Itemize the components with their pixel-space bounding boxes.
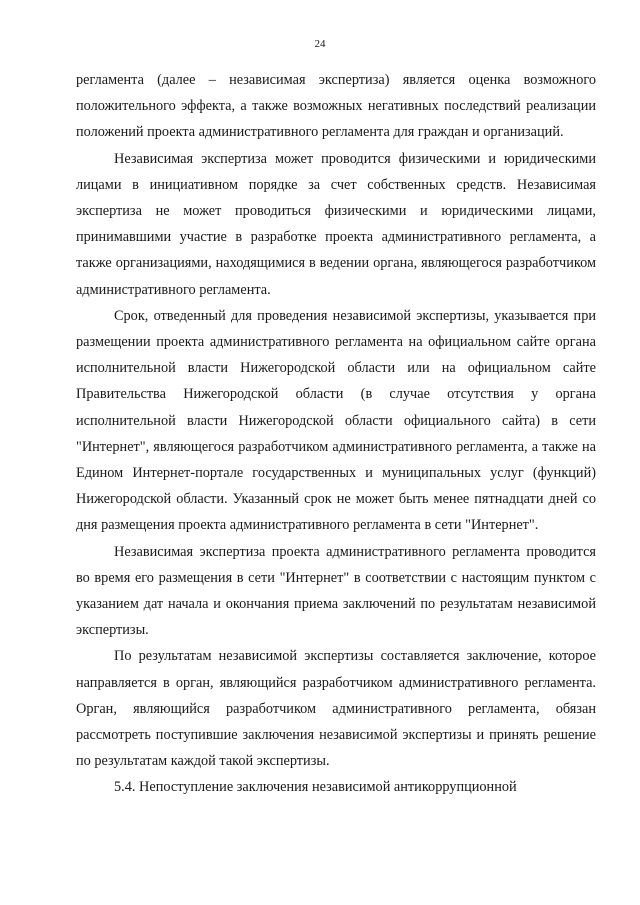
paragraph-independent-expertise: Независимая экспертиза может проводится физическими и юридическими лицами в инициативном порядке за счет собственных средств. Независимая экспертиза не может проводиться физическими и юридическими лицами, принимавшими участие в разработке проекта административного регламента, а также организациями, находящимися в ведении органа, являющегося разработчиком административного регламента. <box>76 150 596 298</box>
page-number: 24 <box>314 38 326 50</box>
paragraph-expertise-conduct: Независимая экспертиза проекта административного регламента проводится во время его размещения в сети "Интернет" в соответствии с настоящим пунктом с указанием дат начала и окончания приема заключений по результатам независимой экспертизы. <box>76 543 596 639</box>
paragraph-expertise-results: По результатам независимой экспертизы составляется заключение, которое направляется в орган, являющийся разработчиком административного регламента. Орган, являющийся разработчиком административного регламента, обязан рассмотреть поступившие заключения независимой экспертизы и принять решение по результатам каждой такой экспертизы. <box>76 648 596 770</box>
paragraph-section-5-4: 5.4. Непоступление заключения независимой антикоррупционной <box>114 779 517 796</box>
paragraph-continuation: регламента (далее – независимая экспертиза) является оценка возможного положительного эффекта, а также возможных негативных последствий реализации положений проекта административного регламента для граждан и организаций. <box>76 72 596 141</box>
paragraph-expertise-term: Срок, отведенный для проведения независимой экспертизы, указывается при размещении проекта административного регламента на официальном сайте органа исполнительной власти Нижегородской области или на официальном сайте Правительства Нижегородской области (в случае отсутствия у органа исполнительной власти Нижегородской области официального сайта) в сети "Интернет", являющегося разработчиком административного регламента, а также на Едином Интернет-портале государственных и муниципальных услуг (функций) Нижегородской области. Указанный срок не может быть менее пятнадцати дней со дня размещения проекта административного регламента в сети "Интернет". <box>76 307 596 534</box>
document-body <box>76 67 596 801</box>
